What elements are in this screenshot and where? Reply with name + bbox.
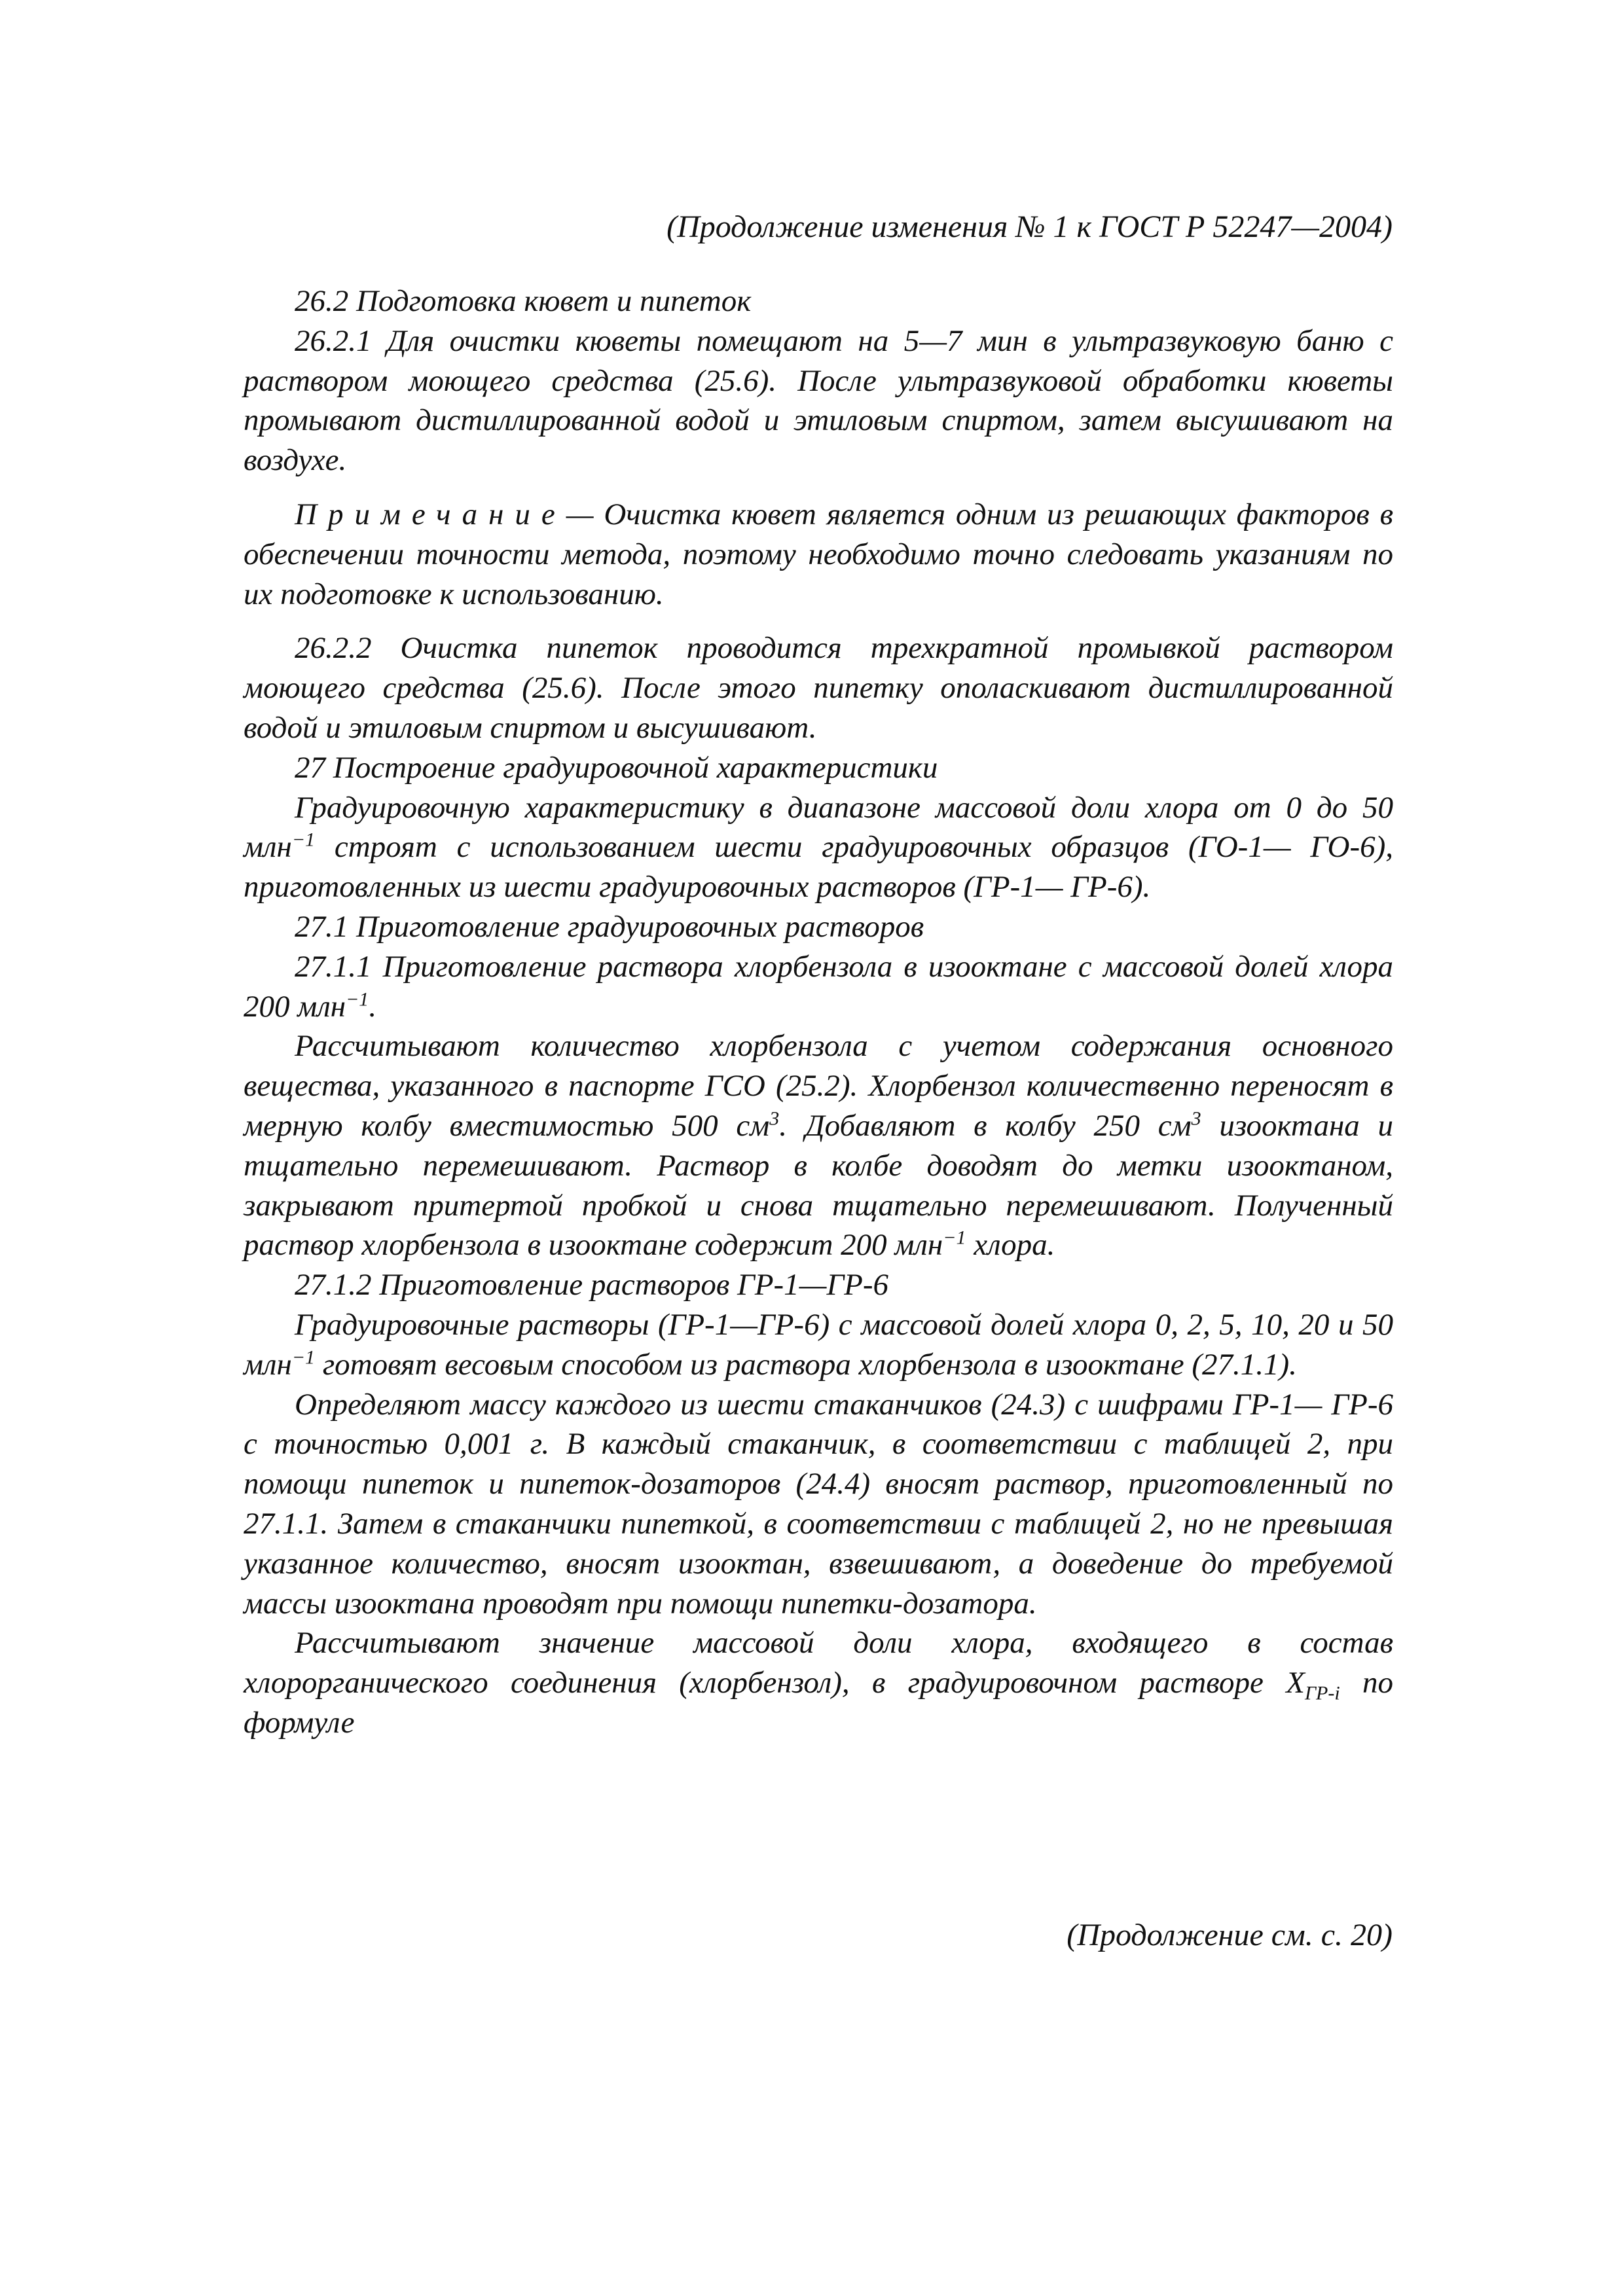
exponent-sup: −1 — [291, 1346, 316, 1369]
section-27-1-2-heading — [244, 1265, 1393, 1305]
exponent-sup: −1 — [346, 988, 369, 1010]
paragraph-26-2-2 — [244, 628, 1393, 747]
paragraph-26-2-1-text: 26.2.1 Для очистки кюветы помещают на 5—7 мин в ультразвуковую баню с раствором моющего средства (25.6). После ультразвуковой обработки кюветы промывают дистиллированной водой и этиловым спиртом, затем высушивают на воздухе. — [244, 323, 1393, 478]
paragraph-calculation-formula — [244, 1623, 1393, 1742]
calc-text-b: . Добавляют в колбу 250 см — [779, 1108, 1192, 1143]
note-text: — Очистка кювет является одним из решающих факторов в обеспечении точности метода, поэтому необходимо точно следовать указаниям по их подготовке к использованию. — [244, 497, 1393, 611]
section-26-2-heading-text: 26.2 Подготовка кювет и пипеток — [295, 284, 752, 318]
formula-outro-text: по формуле — [244, 1666, 1393, 1740]
section-27-1-heading — [244, 907, 1393, 947]
formula-variable: X — [1286, 1666, 1305, 1700]
paragraph-27-1-1 — [244, 947, 1393, 1027]
paragraph-27-intro — [244, 788, 1393, 907]
paragraph-26-2-2-text: 26.2.2 Очистка пипеток проводится трехкратной промывкой раствором моющего средства (25.6). После этого пипетку ополаскивают дистиллированной водой и этиловым спиртом и высушивают. — [244, 631, 1393, 745]
paragraph-27-1-1-text-b: . — [369, 989, 377, 1024]
note-label: Примечание — [295, 497, 566, 531]
exponent-sup: −1 — [943, 1227, 966, 1249]
section-26-2-heading — [244, 281, 1393, 321]
paragraph-27-1-2-description — [244, 1305, 1393, 1385]
cubic-sup: 3 — [1191, 1107, 1201, 1130]
calc-text-d: хлора. — [966, 1228, 1055, 1263]
section-27-heading — [244, 748, 1393, 788]
formula-intro-text: Рассчитывают значение массовой доли хлора, входящего в состав хлорорганического соединения (хлорбензол), в градуировочном растворе — [244, 1626, 1393, 1700]
paragraph-27-intro-text-a: Градуировочную характеристику в диапазоне массовой доли хлора от 0 до 50 млн — [244, 790, 1393, 865]
paragraph-27-intro-text-b: строят с использованием шести градуировочных образцов (ГО-1— ГО-6), приготовленных из шести градуировочных растворов (ГР-1— ГР-6). — [244, 830, 1393, 905]
continuation-footer: (Продолжение см. с. 20) — [1067, 1918, 1393, 1952]
section-27-1-heading-text: 27.1 Приготовление градуировочных растворов — [295, 909, 924, 944]
document-body — [244, 281, 1393, 1743]
desc-text-b: готовят весовым способом из раствора хлорбензола в изооктане (27.1.1). — [315, 1347, 1297, 1382]
section-27-heading-text: 27 Построение градуировочной характеристики — [295, 750, 938, 785]
calc-text-a: Рассчитывают количество хлорбензола с учетом содержания основного вещества, указанного в паспорте ГСО (25.2). Хлорбензол количественно переносят в мерную колбу вместимостью 500 см — [244, 1029, 1393, 1143]
section-27-1-2-heading-text: 27.1.2 Приготовление растворов ГР-1—ГР-6 — [295, 1268, 889, 1302]
mass-determination-text: Определяют массу каждого из шести стаканчиков (24.3) с шифрами ГР-1— ГР-6 с точностью 0,001 г. В каждый стаканчик, в соответствии с таблицей 2, при помощи пипеток и пипеток-дозаторов (24.4) вносят раствор, приготовленный по 27.1.1. Затем в стаканчики пипеткой, в соответствии с таблицей 2, но не превышая указанное количество, вносят изооктан, взвешивают, а доведение до требуемой массы изооктана проводят при помощи пипетки-дозатора. — [244, 1387, 1393, 1621]
cubic-sup: 3 — [769, 1107, 780, 1130]
paragraph-27-1-1-text-a: 27.1.1 Приготовление раствора хлорбензола в изооктане с массовой долей хлора 200 млн — [244, 949, 1393, 1024]
note-paragraph — [244, 495, 1393, 614]
continuation-header: (Продолжение изменения № 1 к ГОСТ Р 52247—2004) — [666, 209, 1393, 244]
paragraph-27-1-1-calculation — [244, 1026, 1393, 1265]
paragraph-mass-determination — [244, 1385, 1393, 1624]
paragraph-26-2-1 — [244, 321, 1393, 480]
formula-subscript: ГР-i — [1304, 1682, 1340, 1704]
exponent-sup: −1 — [291, 829, 316, 851]
desc-text-a: Градуировочные растворы (ГР-1—ГР-6) с массовой долей хлора 0, 2, 5, 10, 20 и 50 млн — [244, 1307, 1393, 1382]
calc-text-c: изооктана и тщательно перемешивают. Раствор в колбе доводят до метки изооктаном, закрывают притертой пробкой и снова тщательно перемешивают. Полученный раствор хлорбензола в изооктане содержит 200 млн — [244, 1108, 1393, 1263]
